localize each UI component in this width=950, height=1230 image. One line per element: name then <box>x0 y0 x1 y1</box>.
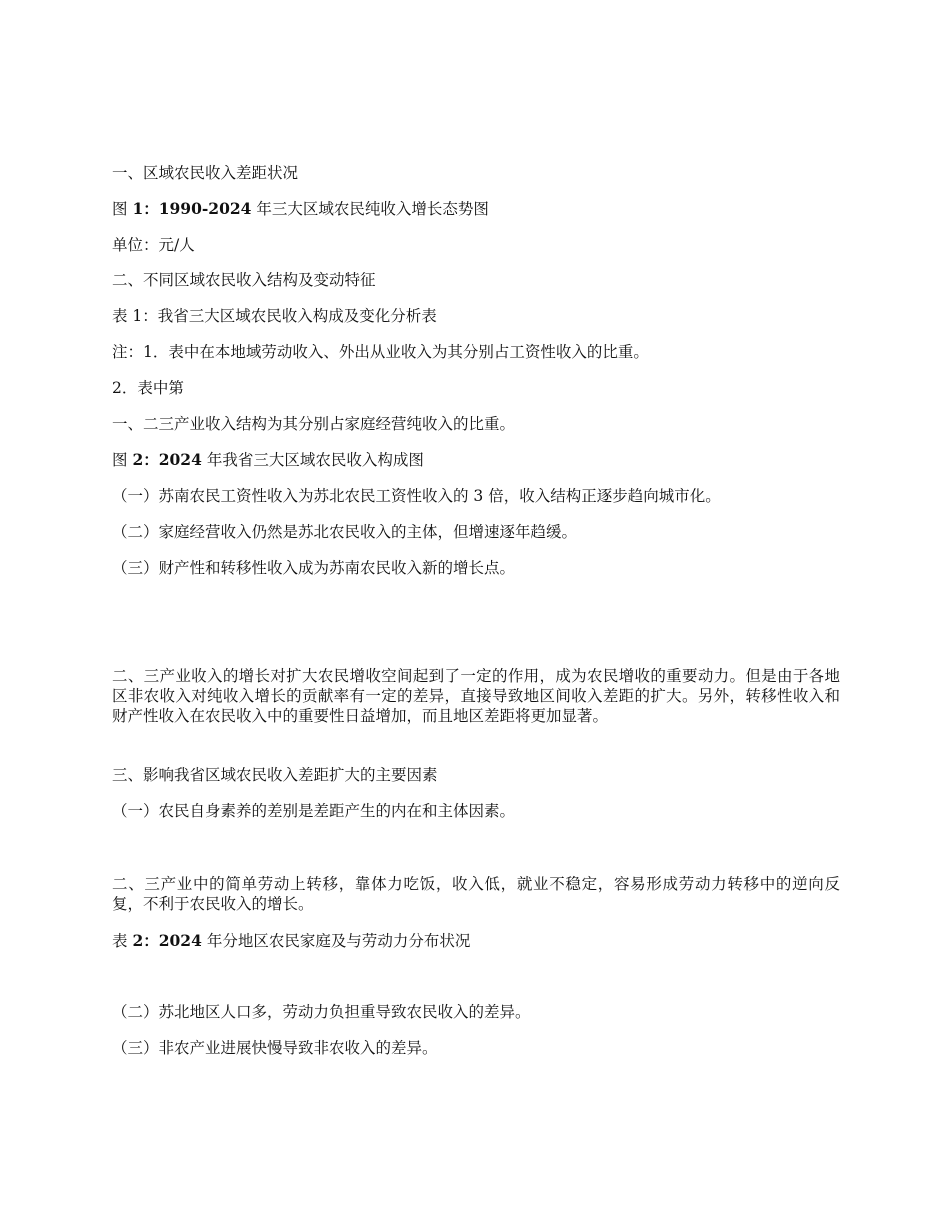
table-2-title: 年分地区农民家庭及与劳动力分布状况 <box>206 932 471 950</box>
body-paragraph-1: 二、三产业收入的增长对扩大农民增收空间起到了一定的作用，成为农民增收的重要动力。但是由于各地区非农收入对纯收入增长的贡献率有一定的差异，直接导致地区间收入差距的扩大。另外，转移性收入和财产性收入在农民收入中的重要性日益增加，而且地区差距将更加显著。 <box>112 667 840 725</box>
subsection-2: （二）家庭经营收入仍然是苏北农民收入的主体，但增速逐年趋缓。 <box>112 523 578 541</box>
section-heading-1: 一、区域农民收入差距状况 <box>112 164 299 182</box>
figure-1-caption <box>112 199 838 219</box>
figure-2-prefix: 图 <box>112 451 128 469</box>
section-heading-3: 三、影响我省区域农民收入差距扩大的主要因素 <box>112 766 438 784</box>
factor-3: （三）非农产业进展快慢导致非农收入的差异。 <box>112 1039 438 1057</box>
figure-2-caption <box>112 450 838 470</box>
unit-label: 单位：元/人 <box>112 236 195 254</box>
table-2-number: 2：2024 <box>132 931 202 950</box>
factor-1: （一）农民自身素养的差别是差距产生的内在和主体因素。 <box>112 802 516 820</box>
body-paragraph-2: 二、三产业中的简单劳动上转移，靠体力吃饭，收入低，就业不稳定，容易形成劳动力转移中的逆向反复，不利于农民收入的增长。 <box>112 875 840 913</box>
note-2-continued: 一、二三产业收入结构为其分别占家庭经营纯收入的比重。 <box>112 415 516 433</box>
factor-2: （二）苏北地区人口多，劳动力负担重导致农民收入的差异。 <box>112 1003 531 1021</box>
table-1-caption: 表 1：我省三大区域农民收入构成及变化分析表 <box>112 307 437 325</box>
section-heading-2: 二、不同区域农民收入结构及变动特征 <box>112 271 376 289</box>
table-2-prefix: 表 <box>112 932 128 950</box>
subsection-3: （三）财产性和转移性收入成为苏南农民收入新的增长点。 <box>112 559 516 577</box>
note-1: 注：1．表中在本地域劳动收入、外出从业收入为其分别占工资性收入的比重。 <box>112 343 649 361</box>
note-2: 2．表中第 <box>112 379 184 397</box>
figure-1-number: 1：1990-2024 <box>132 199 252 218</box>
subsection-1: （一）苏南农民工资性收入为苏北农民工资性收入的 3 倍，收入结构正逐步趋向城市化。 <box>112 487 721 505</box>
figure-2-number: 2：2024 <box>132 450 202 469</box>
table-2-caption <box>112 931 838 951</box>
figure-1-prefix: 图 <box>112 200 128 218</box>
figure-2-title: 年我省三大区域农民收入构成图 <box>206 451 424 469</box>
figure-1-title: 年三大区域农民纯收入增长态势图 <box>256 200 489 218</box>
